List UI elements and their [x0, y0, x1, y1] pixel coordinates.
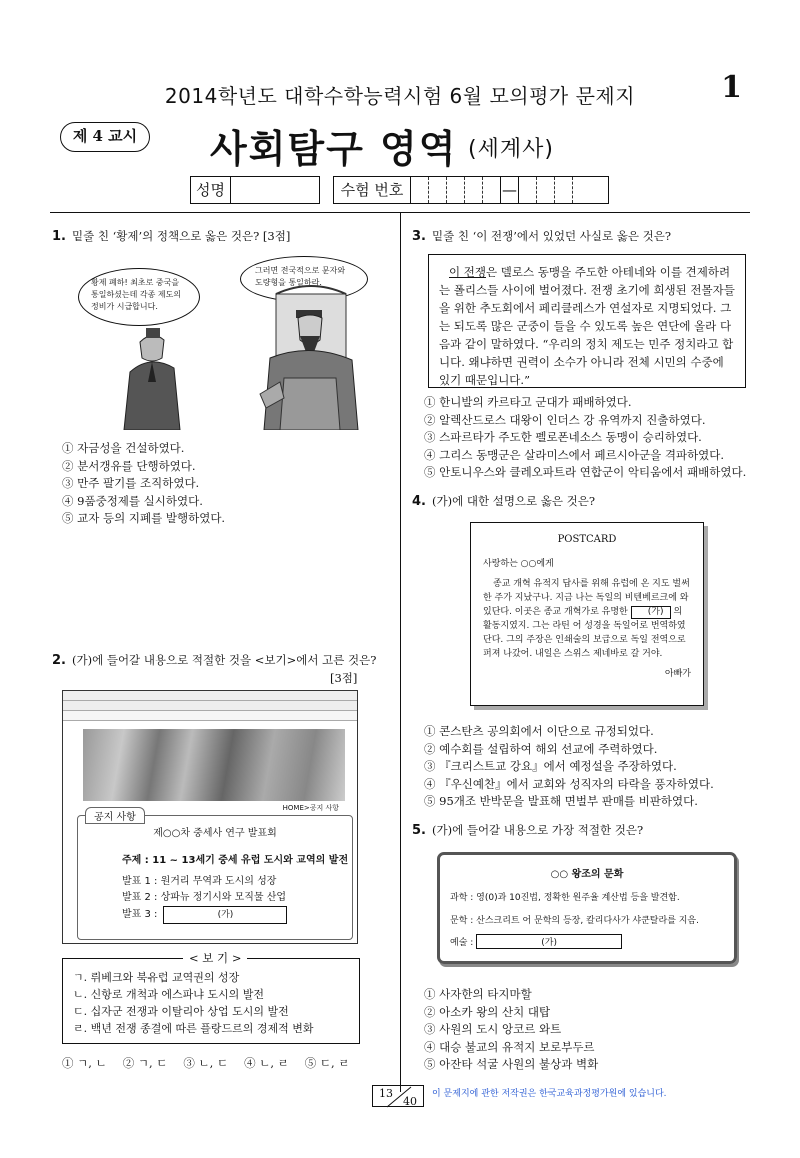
- q3-stem: [412, 228, 752, 245]
- q2-stem: [52, 652, 382, 669]
- q1-stem-text: 밑줄 친 ‘황제’의 정책으로 옳은 것은? [3점]: [71, 229, 291, 243]
- exam-digit-cell[interactable]: [573, 177, 591, 203]
- period-badge: 제 4 교시: [60, 122, 150, 152]
- exam-digit-cell[interactable]: [411, 177, 429, 203]
- minister-figure: [124, 328, 180, 430]
- q1-number: 1.: [52, 229, 66, 244]
- q5-art-label: 예술 :: [450, 938, 474, 948]
- q5-art-row: [450, 934, 724, 949]
- q1-choice-1[interactable]: ① 자금성을 건설하였다.: [62, 441, 185, 455]
- q3-passage-underline: 이 전쟁: [449, 265, 486, 279]
- q1-choices: [62, 440, 225, 528]
- browser-toolbar: [63, 701, 357, 711]
- name-input-area[interactable]: [231, 177, 319, 203]
- browser-address-bar: [63, 711, 357, 721]
- q1-choice-4[interactable]: ④ 9품중정제를 실시하였다.: [62, 493, 203, 508]
- q1-choice-3[interactable]: ③ 만주 팔기를 조직하였다.: [62, 476, 200, 490]
- exam-digit-cell[interactable]: [429, 177, 447, 203]
- q5-culture-panel: [437, 852, 737, 964]
- bogi-item-3: ㄷ. 십자군 전쟁과 이탈리아 상업 도시의 발전: [73, 1005, 289, 1018]
- browser-breadcrumb: HOME>공지 사항: [282, 804, 339, 812]
- medieval-city-banner-image: [83, 729, 345, 801]
- footer-page-indicator: [372, 1085, 424, 1107]
- q5-stem: [412, 822, 752, 839]
- subject-area-title: 사회탐구 영역: [210, 127, 458, 171]
- q4-postcard: [470, 522, 704, 706]
- exam-dash: —: [501, 177, 519, 203]
- q1-stem: [52, 228, 392, 245]
- q4-stem: [412, 493, 752, 510]
- postcard-body: [483, 577, 691, 661]
- presentation-2: 발표 2 : 상파뉴 정기시와 모직물 산업: [122, 892, 287, 903]
- bogi-title: < 보 기 >: [183, 950, 247, 967]
- presentation-3-label: 발표 3 :: [122, 909, 158, 920]
- copyright-notice: 이 문제지에 관한 저작권은 한국교육과정평가원에 있습니다.: [432, 1089, 667, 1099]
- q5-literature: 문학 : 산스크리트 어 문학의 등장, 칼리다사가 샤쿤탈라를 지음.: [450, 916, 699, 926]
- q2-choice-3[interactable]: ③ ㄴ, ㄷ: [183, 1056, 229, 1070]
- q4-choices: [424, 723, 714, 811]
- q2-browser-window: [62, 690, 358, 944]
- postcard-body-after: 의 활동지였지. 그는 라틴 어 성경을 독일어로 번역하였단다. 그의 주장은 인쇄술의 보급으로 독일 전역으로 퍼져 나갔어. 내일은 스위스 제네바로 갈 거야.: [483, 607, 686, 659]
- q5-panel-title: ○○ 왕조의 문화: [550, 869, 624, 880]
- q3-choice-3[interactable]: ③ 스파르타가 주도한 펠로폰네소스 동맹이 승리하였다.: [424, 430, 702, 444]
- q2-stem-text: (가)에 들어갈 내용으로 적절한 것을 <보기>에서 고른 것은?: [71, 653, 377, 667]
- q5-blank-ga: (가): [476, 934, 622, 949]
- exam-digit-cell[interactable]: [555, 177, 573, 203]
- q5-choice-1[interactable]: ① 사자한의 타지마할: [424, 987, 532, 1001]
- exam-digit-cell[interactable]: [537, 177, 555, 203]
- notice-theme: 주제 : 11 ~ 13세기 중세 유럽 도시와 교역의 발전: [122, 855, 349, 866]
- q2-choices: [62, 1055, 349, 1071]
- notice-title: 제○○차 중세사 연구 발표회: [153, 828, 277, 839]
- q5-choice-2[interactable]: ② 아소카 왕의 산치 대탑: [424, 1004, 551, 1019]
- q2-number: 2.: [52, 653, 66, 668]
- postcard-body-before: 종교 개혁 유적지 답사를 위해 유럽에 온 지도 벌써 한 주가 지났구나. 지금 나는 독일의 비텐베르크에 와 있단다. 이곳은 종교 개혁가로 유명한: [483, 579, 690, 617]
- q4-choice-1[interactable]: ① 콘스탄츠 공의회에서 이단으로 규정되었다.: [424, 724, 654, 738]
- notice-tab[interactable]: 공지 사항: [85, 807, 145, 824]
- presentation-1: 발표 1 : 원거리 무역과 도시의 성장: [122, 876, 277, 887]
- q4-choice-3[interactable]: ③ 『크리스트교 강요』에서 예정설을 주장하였다.: [424, 759, 677, 773]
- name-label: 성명: [191, 177, 231, 203]
- exam-digit-cell[interactable]: [447, 177, 465, 203]
- emperor-figure: [260, 286, 358, 430]
- subject-subtitle: (세계사): [468, 137, 554, 162]
- notice-panel: [77, 815, 353, 940]
- q2-blank-ga: (가): [163, 906, 287, 924]
- bogi-item-4: ㄹ. 백년 전쟁 종결에 따른 플랑드르의 경제적 변화: [73, 1022, 314, 1035]
- q1-illustration-emperor-minister: [100, 282, 362, 430]
- q3-choices: [424, 394, 746, 482]
- q4-choice-5[interactable]: ⑤ 95개조 반박문을 발표해 면벌부 판매를 비판하였다.: [424, 794, 698, 808]
- q3-choice-5[interactable]: ⑤ 안토니우스와 클레오파트라 연합군이 악티움에서 패배하였다.: [424, 465, 747, 479]
- page-current: 13: [379, 1087, 393, 1100]
- exam-number-label: 수험 번호: [334, 177, 411, 203]
- exam-number-field[interactable]: [333, 176, 609, 204]
- q3-choice-4[interactable]: ④ 그리스 동맹군은 살라미스에서 페르시아군을 격파하였다.: [424, 447, 725, 462]
- q5-choice-4[interactable]: ④ 대승 불교의 유적지 보로부두르: [424, 1039, 595, 1054]
- exam-digit-cell[interactable]: [519, 177, 537, 203]
- q4-stem-text: (가)에 대한 설명으로 옳은 것은?: [431, 494, 596, 508]
- q3-choice-2[interactable]: ② 알렉산드로스 대왕이 인더스 강 유역까지 진출하였다.: [424, 412, 706, 427]
- column-divider: [400, 212, 401, 1092]
- q1-choice-2[interactable]: ② 분서갱유를 단행하였다.: [62, 458, 196, 473]
- q5-choice-3[interactable]: ③ 사원의 도시 앙코르 와트: [424, 1022, 562, 1036]
- q4-choice-2[interactable]: ② 예수회를 설립하여 해외 선교에 주력하였다.: [424, 741, 658, 756]
- q5-choices: [424, 986, 598, 1074]
- q1-choice-5[interactable]: ⑤ 교자 등의 지폐를 발행하였다.: [62, 511, 226, 525]
- bogi-item-2: ㄴ. 신항로 개척과 에스파냐 도시의 발전: [73, 988, 264, 1001]
- q1-bubble-right-text: 그러면 전국적으로 문자와 도량형을 통일하라.: [240, 256, 368, 302]
- presentation-list: [122, 874, 352, 924]
- exam-digit-cell[interactable]: [483, 177, 501, 203]
- q2-choice-1[interactable]: ① ㄱ, ㄴ: [62, 1056, 107, 1070]
- q4-number: 4.: [412, 494, 426, 509]
- postcard-signature: 아빠가: [664, 669, 691, 679]
- q5-choice-5[interactable]: ⑤ 아잔타 석굴 사원의 불상과 벽화: [424, 1057, 599, 1071]
- bogi-item-1: ㄱ. 뤼베크와 북유럽 교역권의 성장: [73, 971, 240, 984]
- exam-digit-cell[interactable]: [465, 177, 483, 203]
- q4-blank-ga: (가): [631, 606, 671, 619]
- q5-science: 과학 : 영(0)과 10진법, 정확한 원주율 계산법 등을 발견함.: [450, 893, 680, 903]
- page-total: 40: [403, 1095, 417, 1108]
- browser-menubar: [63, 691, 357, 701]
- postcard-greeting: 사랑하는 ○○에게: [483, 559, 554, 569]
- q2-points: [3점]: [330, 671, 358, 685]
- q3-stem-text: 밑줄 친 ‘이 전쟁’에서 있었던 사실로 옳은 것은?: [431, 229, 672, 243]
- exam-title: 2014학년도 대학수학능력시험 6월 모의평가 문제지: [164, 84, 636, 108]
- q2-choice-5[interactable]: ⑤ ㄷ, ㄹ: [304, 1056, 350, 1070]
- q2-choice-2[interactable]: ② ㄱ, ㄷ: [122, 1056, 168, 1070]
- q2-bogi-box: [62, 951, 360, 1044]
- postcard-title: POSTCARD: [557, 534, 617, 545]
- q2-choice-4[interactable]: ④ ㄴ, ㄹ: [244, 1056, 289, 1070]
- q3-passage-box: [428, 254, 746, 388]
- q1-bubble-left-text: 황제 폐하! 최초로 중국을 통일하셨는데 각종 제도의 정비가 시급합니다.: [78, 268, 200, 326]
- q3-choice-1[interactable]: ① 한니발의 카르타고 군대가 패배하였다.: [424, 395, 632, 409]
- name-field[interactable]: [190, 176, 320, 204]
- q3-passage-text: 은 델로스 동맹을 주도한 아테네와 이를 견제하려는 폴리스들 사이에 벌어졌다. 전쟁 초기에 희생된 전몰자들을 위한 추도회에서 페리클레스가 연설자로 지명되었다. 그는 되도록 많은 군중이 들을 수 있도록 높은 연단에 올라 다음과 같이 말하였다. “우리의 정치 제도는 민주 정치라고 합니다. 왜냐하면 권력이 소수가 아니라 전체 시민의 수중에 있기 때문입니다.”: [439, 265, 735, 387]
- q3-number: 3.: [412, 229, 426, 244]
- q5-stem-text: (가)에 들어갈 내용으로 가장 적절한 것은?: [431, 823, 644, 837]
- q4-choice-4[interactable]: ④ 『우신예찬』에서 교회와 성직자의 타락을 풍자하였다.: [424, 776, 714, 791]
- q5-number: 5.: [412, 823, 426, 838]
- presentation-3: [122, 906, 352, 924]
- page-number: 1: [721, 70, 742, 105]
